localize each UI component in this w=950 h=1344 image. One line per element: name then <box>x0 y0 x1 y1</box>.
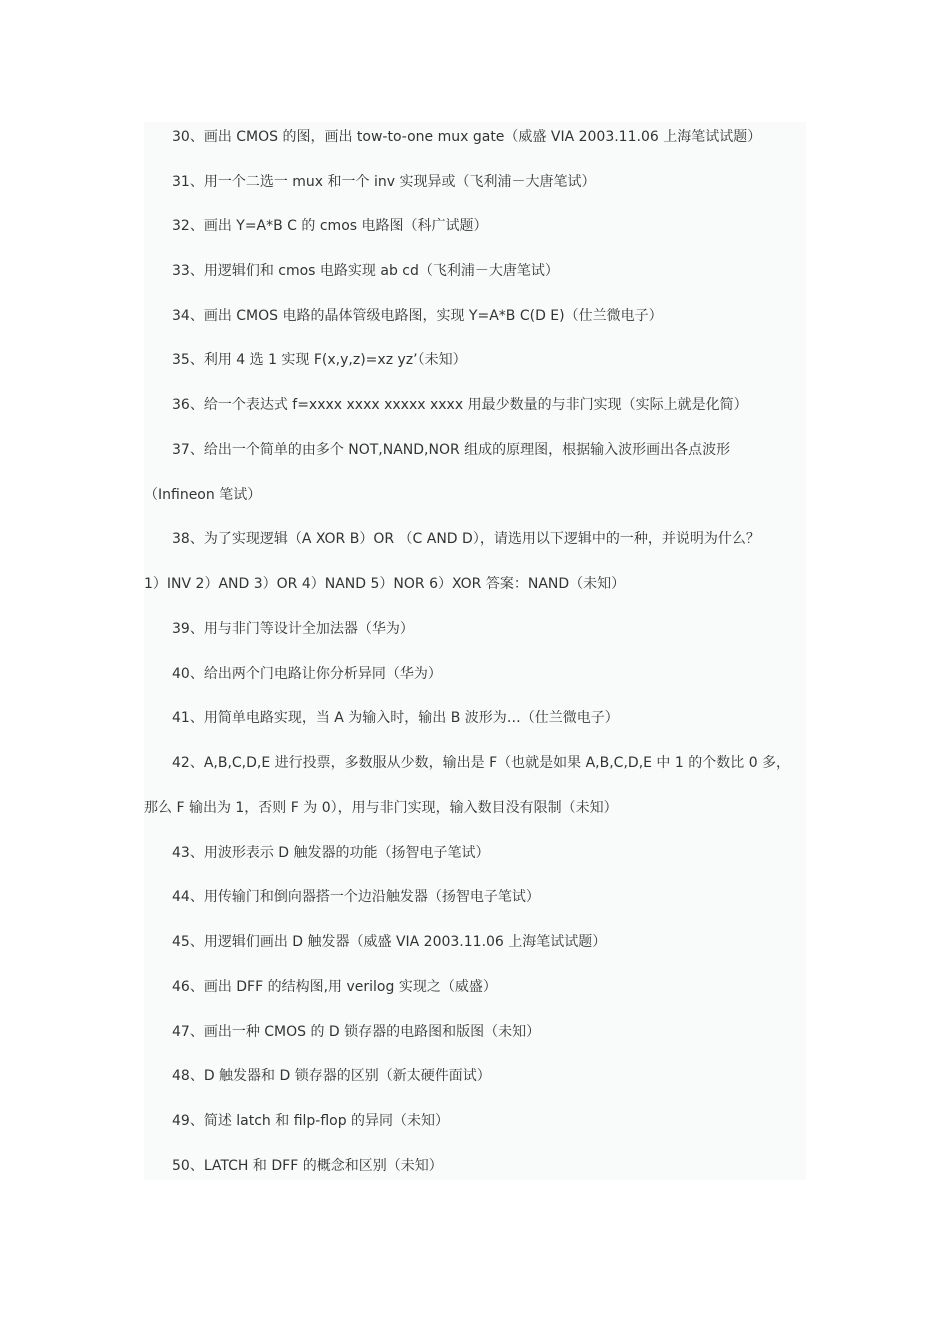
question-50: 50、LATCH 和 DFF 的概念和区别（未知） <box>172 1158 443 1174</box>
question-42-continuation: 那么 F 输出为 1，否则 F 为 0），用与非门实现，输入数目没有限制（未知） <box>144 800 618 816</box>
question-35: 35、利用 4 选 1 实现 F(x,y,z)=xz yz’（未知） <box>172 352 467 368</box>
question-34: 34、画出 CMOS 电路的晶体管级电路图，实现 Y=A*B C(D E)（仕兰微电子） <box>172 308 663 324</box>
question-47: 47、画出一种 CMOS 的 D 锁存器的电路图和版图（未知） <box>172 1024 541 1040</box>
question-40: 40、给出两个门电路让你分析异同（华为） <box>172 666 442 682</box>
question-32: 32、画出 Y=A*B C 的 cmos 电路图（科广试题） <box>172 218 488 234</box>
question-30: 30、画出 CMOS 的图，画出 tow-to-one mux gate（威盛 VIA 2003.11.06 上海笔试试题） <box>172 129 762 145</box>
question-38: 38、为了实现逻辑（A XOR B）OR （C AND D），请选用以下逻辑中的一种，并说明为什么？ <box>172 531 760 547</box>
question-41: 41、用简单电路实现，当 A 为输入时，输出 B 波形为…（仕兰微电子） <box>172 710 619 726</box>
question-49: 49、简述 latch 和 filp-flop 的异同（未知） <box>172 1113 450 1129</box>
question-38-continuation: 1）INV 2）AND 3）OR 4）NAND 5）NOR 6）XOR 答案：NAND（未知） <box>144 576 626 592</box>
question-44: 44、用传输门和倒向器搭一个边沿触发器（扬智电子笔试） <box>172 889 540 905</box>
question-37: 37、给出一个简单的由多个 NOT,NAND,NOR 组成的原理图，根据输入波形画出各点波形 <box>172 442 731 458</box>
question-45: 45、用逻辑们画出 D 触发器（威盛 VIA 2003.11.06 上海笔试试题） <box>172 934 607 950</box>
question-46: 46、画出 DFF 的结构图,用 verilog 实现之（威盛） <box>172 979 497 995</box>
question-36: 36、给一个表达式 f=xxxx xxxx xxxxx xxxx 用最少数量的与非门实现（实际上就是化简） <box>172 397 748 413</box>
question-37-continuation: （Infineon 笔试） <box>144 487 262 503</box>
question-48: 48、D 触发器和 D 锁存器的区别（新太硬件面试） <box>172 1068 491 1084</box>
question-39: 39、用与非门等设计全加法器（华为） <box>172 621 414 637</box>
question-33: 33、用逻辑们和 cmos 电路实现 ab cd（飞利浦－大唐笔试） <box>172 263 559 279</box>
question-42: 42、A,B,C,D,E 进行投票，多数服从少数，输出是 F（也就是如果 A,B,C,D,E 中 1 的个数比 0 多， <box>172 755 791 771</box>
question-31: 31、用一个二选一 mux 和一个 inv 实现异或（飞利浦－大唐笔试） <box>172 174 596 190</box>
question-43: 43、用波形表示 D 触发器的功能（扬智电子笔试） <box>172 845 490 861</box>
